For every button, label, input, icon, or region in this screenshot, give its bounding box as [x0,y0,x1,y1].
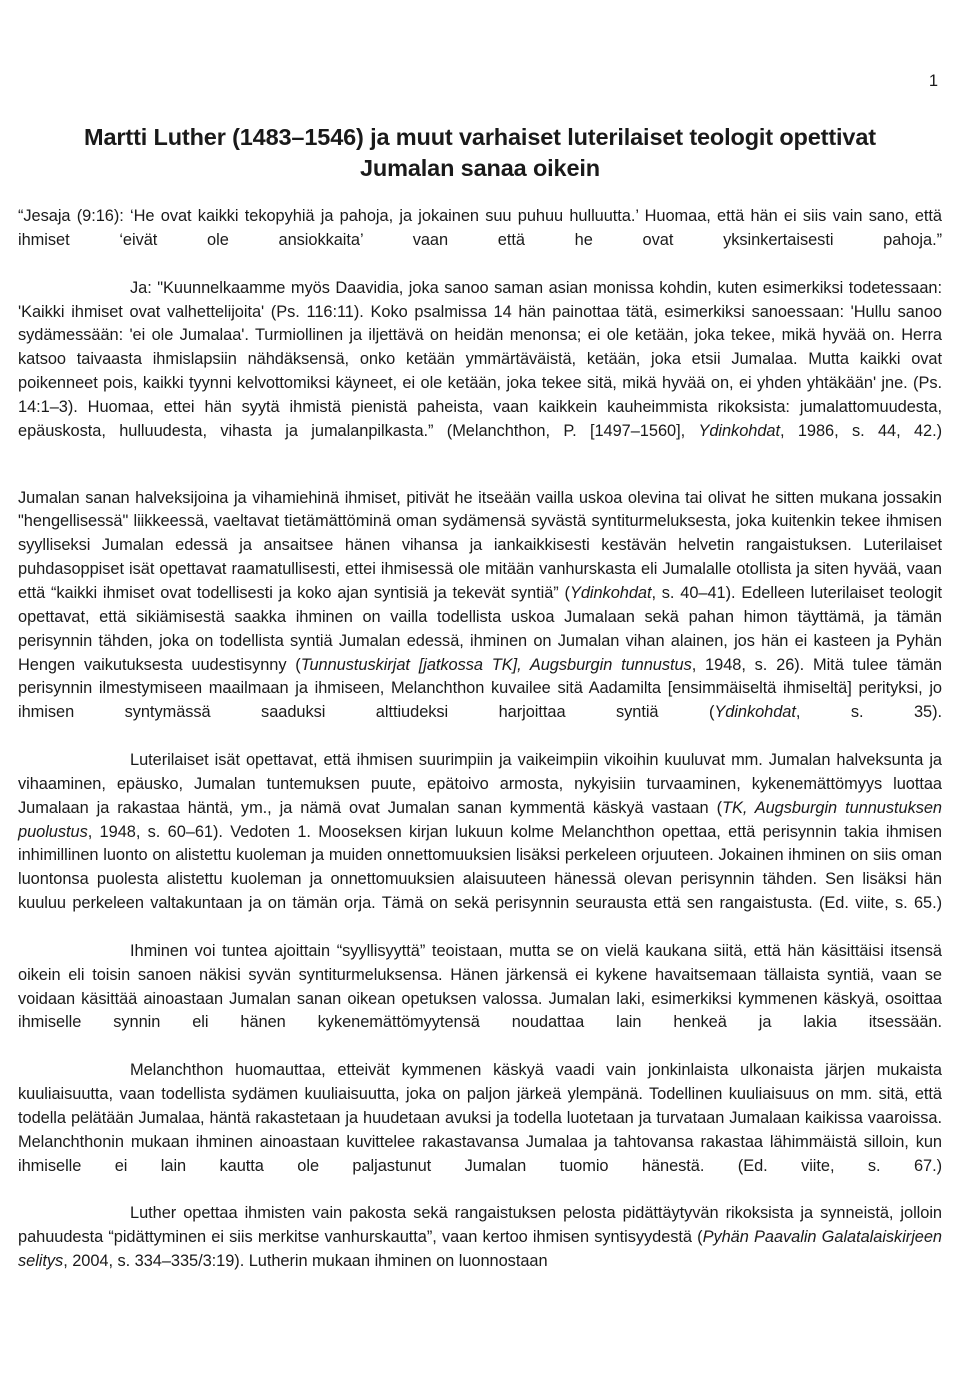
page-title: Martti Luther (1483–1546) ja muut varhaiset luterilaiset teologit opettivat Jumalan sanaa oikein [84,124,876,181]
citation-title-italic: Ydinkohdat [569,583,652,602]
paragraph-melanchthon-commandments: Melanchthon huomauttaa, etteivät kymmenen käskyä vaadi vain jonkinlaista ulkonaista järjen mukaista kuuliaisuutta, vaan todellista sydämen kuuliaisuutta, joka on paljon järkeä ylempänä. Todellinen kuuliaisuus on mm. sitä, että todella pelätään Jumalaa, häntä rakastetaan ja huudetaan avuksi ja todella luotetaan ja turvataan Jumalaan kaikissa vaaroissa. Melanchthonin mukaan ihminen ainoastaan kuvittelee rakastavansa Jumalaa ja tahtovansa rakastaa lähimmäistä silloin, kun ihmiselle ei lain kautta ole paljastunut Jumalan tuomio hänestä. (Ed. viite, s. 67.) [18,1061,942,1175]
paragraph-luther-teaching: Luther opettaa ihmisten vain pakosta sekä rangaistuksen pelosta pidättäytyvän rikoksista ja synneistä, jolloin pahuudesta “pidättyminen ei siis merkitse vanhurskautta”, vaan kertoo ihmisen syntisyydestä (Pyhän Paavalin Galatalaiskirjeen selitys, 2004, s. 334–335/3:19). Lutherin mukaan ihminen on luonnostaan [18,1204,942,1271]
paragraph-greatest-faults: Luterilaiset isät opettavat, että ihmisen suurimpiin ja vaikeimpiin vikoihin kuuluvat mm. Jumalan halveksunta ja vihaaminen, epäusko, Jumalan tuntemuksen puute, epätoivo armosta, nykyisiin turvaaminen, kykenemättömyys luottaa Jumalaan ja rakastaa häntä, ym., ja nämä ovat Jumalan sanan kymmentä käskyä vastaan (TK, Augsburgin tunnustuksen puolustus, 1948, s. 60–61). Vedoten 1. Mooseksen kirjan lukuun kolme Melanchthon opettaa, että perisynnin takia ihmisen inhimillinen luonto on alistettu kuoleman ja muiden onnettomuuksien lisäksi perkeleen orjuuteen. Jokainen ihminen on siis oman luontonsa puolesta alistettu kuoleman ja onnettomuuksien alaisuuteen hänessä olevan perisynnin tähden. Sen lisäksi hän kuuluu perkeleen valtakuntaan ja on tämän orja. Tämä on sekä perisynnin seurausta että sen rangaistusta. (Ed. viite, s. 65.) [18,751,942,913]
paragraph-guilt-and-law: Ihminen voi tuntea ajoittain “syyllisyyttä” teoistaan, mutta se on vielä kaukana siitä, että hän käsittäisi itsensä oikein eli toisin sanoen näkisi syvän syntiturmeluksensa. Hänen järkensä ei kykene havaitsemaan tällaista syntiä, vaan se voidaan käsittää ainoastaan Jumalan sanan oikean opetuksen valossa. Jumalan laki, esimerkiksi kymmenen käskyä, osoittaa ihmiselle synnin eli hänen kykenemättömyytensä noudattaa lain henkeä ja lakia itsessään. [18,941,942,1032]
paragraph-despisers-of-word: Jumalan sanan halveksijoina ja vihamiehinä ihmiset, pitivät he itseään vailla uskoa olevina tai olivat he sitten mukana jossakin "hengellisessä" liikkeessä, vaeltavat tietämättöminä oman sydämensä syvästä syntiturmeluksesta, joka kuitenkin tekee ihmisen syylliseksi Jumalan edessä ja ansaitsee hänen vihansa ja iankaikkisesti kestävän helvetin rangaistuksen. Luterilaiset puhdasoppiset isät opettavat raamatullisesti, ettei ihmisessä ole mitään vanhurskasta eli Jumalalle otollista ja siten hyvää, vaan että “kaikki ihmiset ovat todellisesti ja koko ajan syntisiä ja tekevät syntiä” (Ydinkohdat, s. 40–41). Edelleen luterilaiset teologit opettavat, että sikiämisestä saakka ihminen on vailla todellista uskoa Jumalaan sekä pahan himon täyttämä, ja tämän perisynnin tähden, joka on todellista syntiä Jumalan edessä, ihminen on Jumalan vihan alainen, jos hän ei kasteen ja Pyhän Hengen vaikutuksesta uudestisynny (Tunnustuskirjat [jatkossa TK], Augsburgin tunnustus, 1948, s. 26). Mitä tulee tämän perisynnin ilmestymiseen maailmaan ja ihmiseen, Melanchthon kuvailee sitä Aadamilta [ensimmäiseltä ihmiseltä] perityksi, jo ihmisen syntymässä saaduksi alttiudeksi harjoittaa syntiä (Ydinkohdat, s. 35). [18,488,943,722]
citation-title-italic: Ydinkohdat [714,703,796,722]
page-number: 1 [928,72,938,90]
citation-title-italic: Ydinkohdat [698,421,780,440]
paragraph-quote-isaiah: “Jesaja (9:16): ‘He ovat kaikki tekopyhiä ja pahoja, ja jokainen suu puhuu hulluutta.’ Huomaa, että hän ei siis vain sano, että ihmiset ‘eivät ole ansiokkaita’ vaan että he ovat yksinkertaisesti pahoja.” [18,207,942,249]
citation-title-italic: Pyhän Paavalin Galatalaiskirjeen selitys [18,1228,942,1271]
citation-title-italic: Tunnustuskirjat [jatkossa TK], Augsburgin tunnustus [300,655,692,674]
paragraph-quote-david: Ja: "Kuunnelkaamme myös Daavidia, joka sanoo saman asian monissa kohdin, kuten esimerkiksi todetessaan: 'Kaikki ihmiset ovat valhettelijoita' (Ps. 116:11). Koko psalmissa 14 hän painottaa tätä, esimerkiksi sanoessaan: 'Hullu sanoo sydämessään: 'ei ole Jumalaa'. Turmiollinen ja iljettävä on heidän menonsa; ei ole ketään, joka tekee, mikä hyvää on. Herra katsoo taivaasta ihmislapsiin nähdäksensä, onko ketään ymmärtäväistä, ketään, joka etsii Jumalaa. Mutta kaikki ovat poikenneet pois, kaikki tyynni kelvottomiksi käyneet, ei ole ketään, joka tekee sitä, mikä hyvää on, ei yhden yhtäkään' jne. (Ps. 14:1–3). Huomaa, ettei hän syytä ihmistä pienistä paheista, vaan kaikkein kauheimmista rikoksista: jumalattomuudesta, epäuskosta, hulluudesta, vihasta ja jumalanpilkasta.” (Melanchthon, P. [1497–1560], Ydinkohdat, 1986, s. 44, 42.) [18,278,942,440]
document-body [18,183,942,1274]
citation-title-italic: TK, Augsburgin tunnustuksen puolustus [18,798,942,841]
